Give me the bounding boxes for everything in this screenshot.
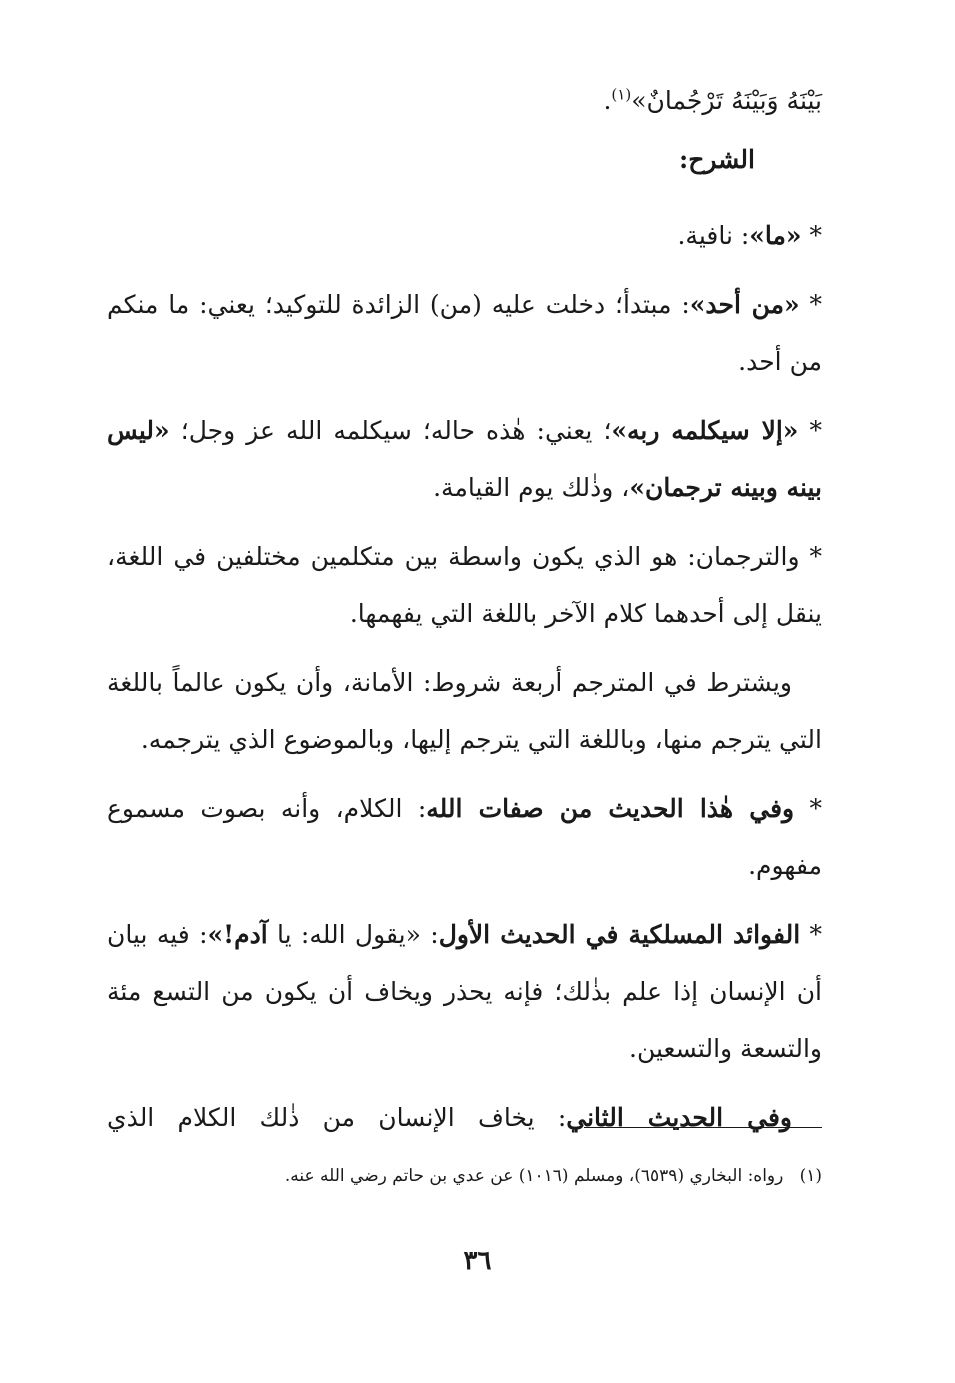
paragraph-7	[107, 906, 822, 1077]
term: وفي الحديث الثاني	[566, 1103, 792, 1132]
term: «ما»	[749, 221, 802, 250]
paragraph-text: : يخاف الإنسان من ذٰلك الكلام الذي	[107, 1103, 567, 1132]
term: «إلا سيكلمه ربه»	[611, 416, 799, 445]
term: «من أحد»	[689, 290, 800, 319]
paragraph-5	[107, 654, 822, 768]
paragraph-1	[107, 207, 822, 264]
bullet-star: *	[809, 920, 823, 949]
footnote	[107, 1160, 822, 1192]
paragraph-6	[107, 780, 822, 894]
bullet-star: *	[809, 416, 822, 445]
paragraph-3	[107, 402, 822, 516]
bullet-star: *	[809, 290, 822, 319]
footnote-marker: (١)	[799, 1166, 822, 1186]
page-number: ٣٦	[463, 1246, 492, 1276]
paragraph-text: ؛ يعني: هٰذه حاله؛ سيكلمه الله عز وجل؛	[169, 416, 612, 445]
paragraph-text: : «يقول الله: يا	[267, 920, 439, 949]
term: وفي هٰذا الحديث من صفات الله	[426, 794, 795, 823]
term: آدم!»	[207, 920, 268, 949]
paragraph-text: ويشترط في المترجم أربعة شروط: الأمانة، وأن يكون عالماً باللغة التي يترجم منها، وباللغة التي يترجم إليها، وبالموضوع الذي يترجمه.	[107, 668, 822, 754]
paragraph-text: : الكلام، وأنه بصوت مسموع مفهوم.	[107, 794, 822, 880]
footnote-divider	[584, 1127, 822, 1128]
bullet-star: *	[809, 221, 822, 250]
paragraph-8	[107, 1089, 822, 1146]
intro-end: .	[603, 86, 612, 115]
paragraph-text: والترجمان: هو الذي يكون واسطة بين متكلمين مختلفين في اللغة، ينقل إلى أحدهما كلام الآخر باللغة التي يفهمها.	[107, 542, 822, 628]
paragraph-text: : مبتدأ؛ دخلت عليه (من) الزائدة للتوكيد؛ يعني: ما منكم من أحد.	[107, 290, 822, 376]
bullet-star: *	[809, 542, 822, 571]
paragraph-text: ، وذٰلك يوم القيامة.	[433, 473, 630, 502]
paragraph-2	[107, 276, 822, 390]
term: الفوائد المسلكية في الحديث الأول	[438, 920, 801, 949]
intro-line	[107, 72, 822, 129]
footnote-ref: (١)	[611, 85, 632, 104]
paragraph-4	[107, 528, 822, 642]
body-text	[107, 207, 822, 1146]
intro-text: بَيْنَهُ وَبَيْنَهُ تَرْجُمانٌ»	[631, 86, 822, 115]
paragraph-text: : نافية.	[677, 221, 750, 250]
term: «ليس بينه وبينه ترجمان»	[107, 416, 822, 502]
paragraph-text: : فيه بيان أن الإنسان إذا علم بذٰلك؛ فإنه يحذر ويخاف أن يكون من التسع مئة والتسعة والتسعين.	[107, 920, 822, 1063]
section-heading: الشرح:	[678, 145, 755, 174]
footnote-text: رواه: البخاري (٦٥٣٩)، ومسلم (١٠١٦) عن عدي بن حاتم رضي الله عنه.	[284, 1166, 784, 1186]
bullet-star: *	[809, 794, 822, 823]
